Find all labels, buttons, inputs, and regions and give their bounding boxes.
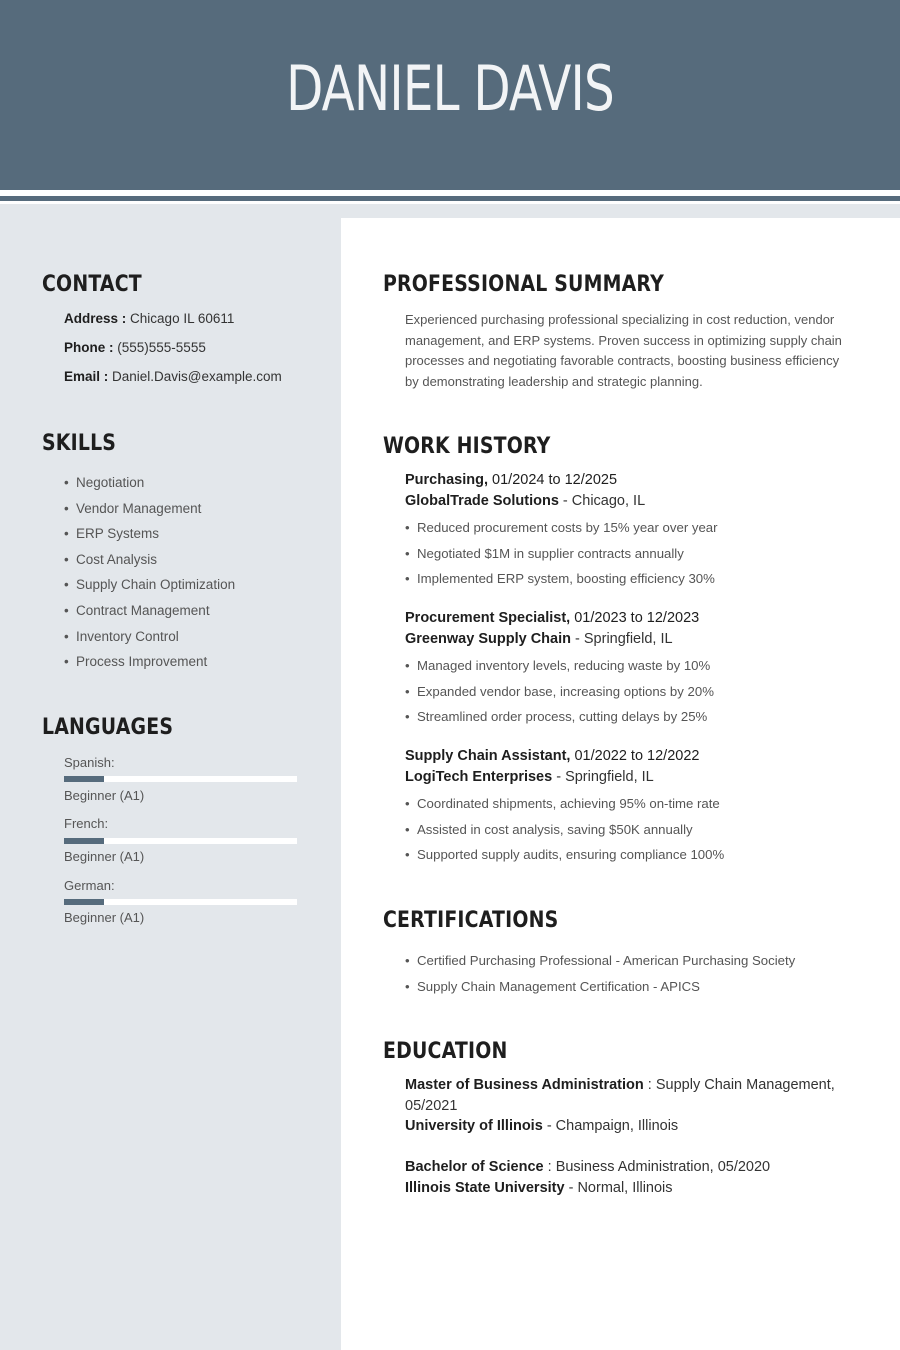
job-bullet: • Streamlined order process, cutting delays by 25% — [405, 707, 714, 733]
address-label: Address : — [64, 311, 127, 326]
language-level: Beginner (A1) — [64, 788, 145, 803]
header-band-strip — [341, 204, 900, 218]
education-location: - Champaign, Illinois — [546, 1118, 679, 1134]
certification-item: • Supply Chain Management Certification - APICS — [405, 977, 795, 1003]
education-degree: Bachelor of Science — [405, 1159, 544, 1175]
job-bullet: • Expanded vendor base, increasing options by 20% — [405, 682, 714, 708]
phone-value: (555)555-5555 — [117, 340, 206, 355]
education-degree: Master of Business Administration — [405, 1077, 644, 1093]
education-school: University of Illinois — [405, 1118, 543, 1134]
summary-heading: PROFESSIONAL SUMMARY — [383, 272, 664, 297]
job-company: Greenway Supply Chain — [405, 631, 571, 647]
languages-heading: LANGUAGES — [42, 715, 174, 740]
job-location: - Springfield, IL — [575, 631, 673, 647]
skill-item: • Negotiation — [64, 473, 235, 499]
skill-item: • Cost Analysis — [64, 550, 235, 576]
contact-phone — [64, 340, 206, 355]
job-bullet: • Assisted in cost analysis, saving $50K annually — [405, 820, 724, 846]
skills-list — [64, 473, 235, 678]
job-bullets — [405, 656, 714, 733]
job-company: GlobalTrade Solutions — [405, 493, 559, 509]
job-location: - Springfield, IL — [556, 769, 654, 785]
job-bullets — [405, 518, 718, 595]
education-school-line — [405, 1118, 678, 1134]
contact-heading: CONTACT — [42, 272, 142, 297]
language-proficiency-bar — [64, 838, 297, 844]
language-level: Beginner (A1) — [64, 910, 145, 925]
contact-address — [64, 311, 234, 326]
certifications-list — [405, 951, 795, 1002]
job-bullets — [405, 794, 724, 871]
job-dates: 01/2024 to 12/2025 — [492, 472, 618, 488]
contact-email — [64, 369, 282, 384]
job-role: Procurement Specialist, — [405, 610, 571, 626]
summary-text: Experienced purchasing professional specializing in cost reduction, vendor management, and ERP systems. Proven success in optimizing supply chain processes and negotiating favorable contracts, boosting business efficiency by demonstrating leadership and strategic planning. — [405, 312, 842, 389]
certifications-heading: CERTIFICATIONS — [383, 908, 559, 933]
header-divider — [0, 196, 900, 201]
education-degree-line — [405, 1077, 835, 1093]
language-name: French: — [64, 816, 109, 831]
email-label: Email : — [64, 369, 109, 384]
job-dates: 01/2022 to 12/2022 — [574, 748, 700, 764]
job-dates: 01/2023 to 12/2023 — [574, 610, 700, 626]
skill-item: • Process Improvement — [64, 652, 235, 678]
job-location: - Chicago, IL — [562, 493, 646, 509]
address-value: Chicago IL 60611 — [130, 311, 235, 326]
language-name: Spanish: — [64, 755, 115, 770]
job-company: LogiTech Enterprises — [405, 769, 553, 785]
job-title-line — [405, 610, 699, 626]
job-role: Supply Chain Assistant, — [405, 748, 571, 764]
skill-item: • Vendor Management — [64, 499, 235, 525]
skills-heading: SKILLS — [42, 431, 117, 456]
candidate-name: DANIEL DAVIS — [286, 52, 614, 125]
work-history-heading: WORK HISTORY — [383, 434, 551, 459]
email-value[interactable]: Daniel.Davis@example.com — [112, 369, 282, 384]
skill-item: • Contract Management — [64, 601, 235, 627]
job-role: Purchasing, — [405, 472, 488, 488]
job-company-line — [405, 769, 654, 785]
education-field: : Supply Chain Management, — [647, 1077, 835, 1093]
skill-item: • Supply Chain Optimization — [64, 575, 235, 601]
skill-item: • ERP Systems — [64, 524, 235, 550]
job-bullet: • Coordinated shipments, achieving 95% on-time rate — [405, 794, 724, 820]
education-field: : Business Administration, 05/2020 — [547, 1159, 771, 1175]
language-name: German: — [64, 878, 115, 893]
phone-label: Phone : — [64, 340, 114, 355]
job-title-line — [405, 748, 699, 764]
education-degree-line — [405, 1159, 770, 1175]
resume-header — [0, 0, 900, 190]
job-bullet: • Implemented ERP system, boosting efficiency 30% — [405, 569, 718, 595]
language-proficiency-fill — [64, 899, 104, 905]
language-proficiency-fill — [64, 776, 104, 782]
education-heading: EDUCATION — [383, 1039, 508, 1064]
language-proficiency-bar — [64, 776, 297, 782]
job-bullet: • Managed inventory levels, reducing waste by 10% — [405, 656, 714, 682]
certification-item: • Certified Purchasing Professional - American Purchasing Society — [405, 951, 795, 977]
language-proficiency-fill — [64, 838, 104, 844]
job-company-line — [405, 493, 645, 509]
job-bullet: • Reduced procurement costs by 15% year over year — [405, 518, 718, 544]
education-date: 05/2021 — [405, 1098, 458, 1114]
skill-item: • Inventory Control — [64, 627, 235, 653]
education-location: - Normal, Illinois — [568, 1180, 673, 1196]
job-bullet: • Negotiated $1M in supplier contracts annually — [405, 544, 718, 570]
job-title-line — [405, 472, 617, 488]
language-proficiency-bar — [64, 899, 297, 905]
language-level: Beginner (A1) — [64, 849, 145, 864]
job-bullet: • Supported supply audits, ensuring compliance 100% — [405, 845, 724, 871]
job-company-line — [405, 631, 673, 647]
education-school-line — [405, 1180, 673, 1196]
education-school: Illinois State University — [405, 1180, 565, 1196]
